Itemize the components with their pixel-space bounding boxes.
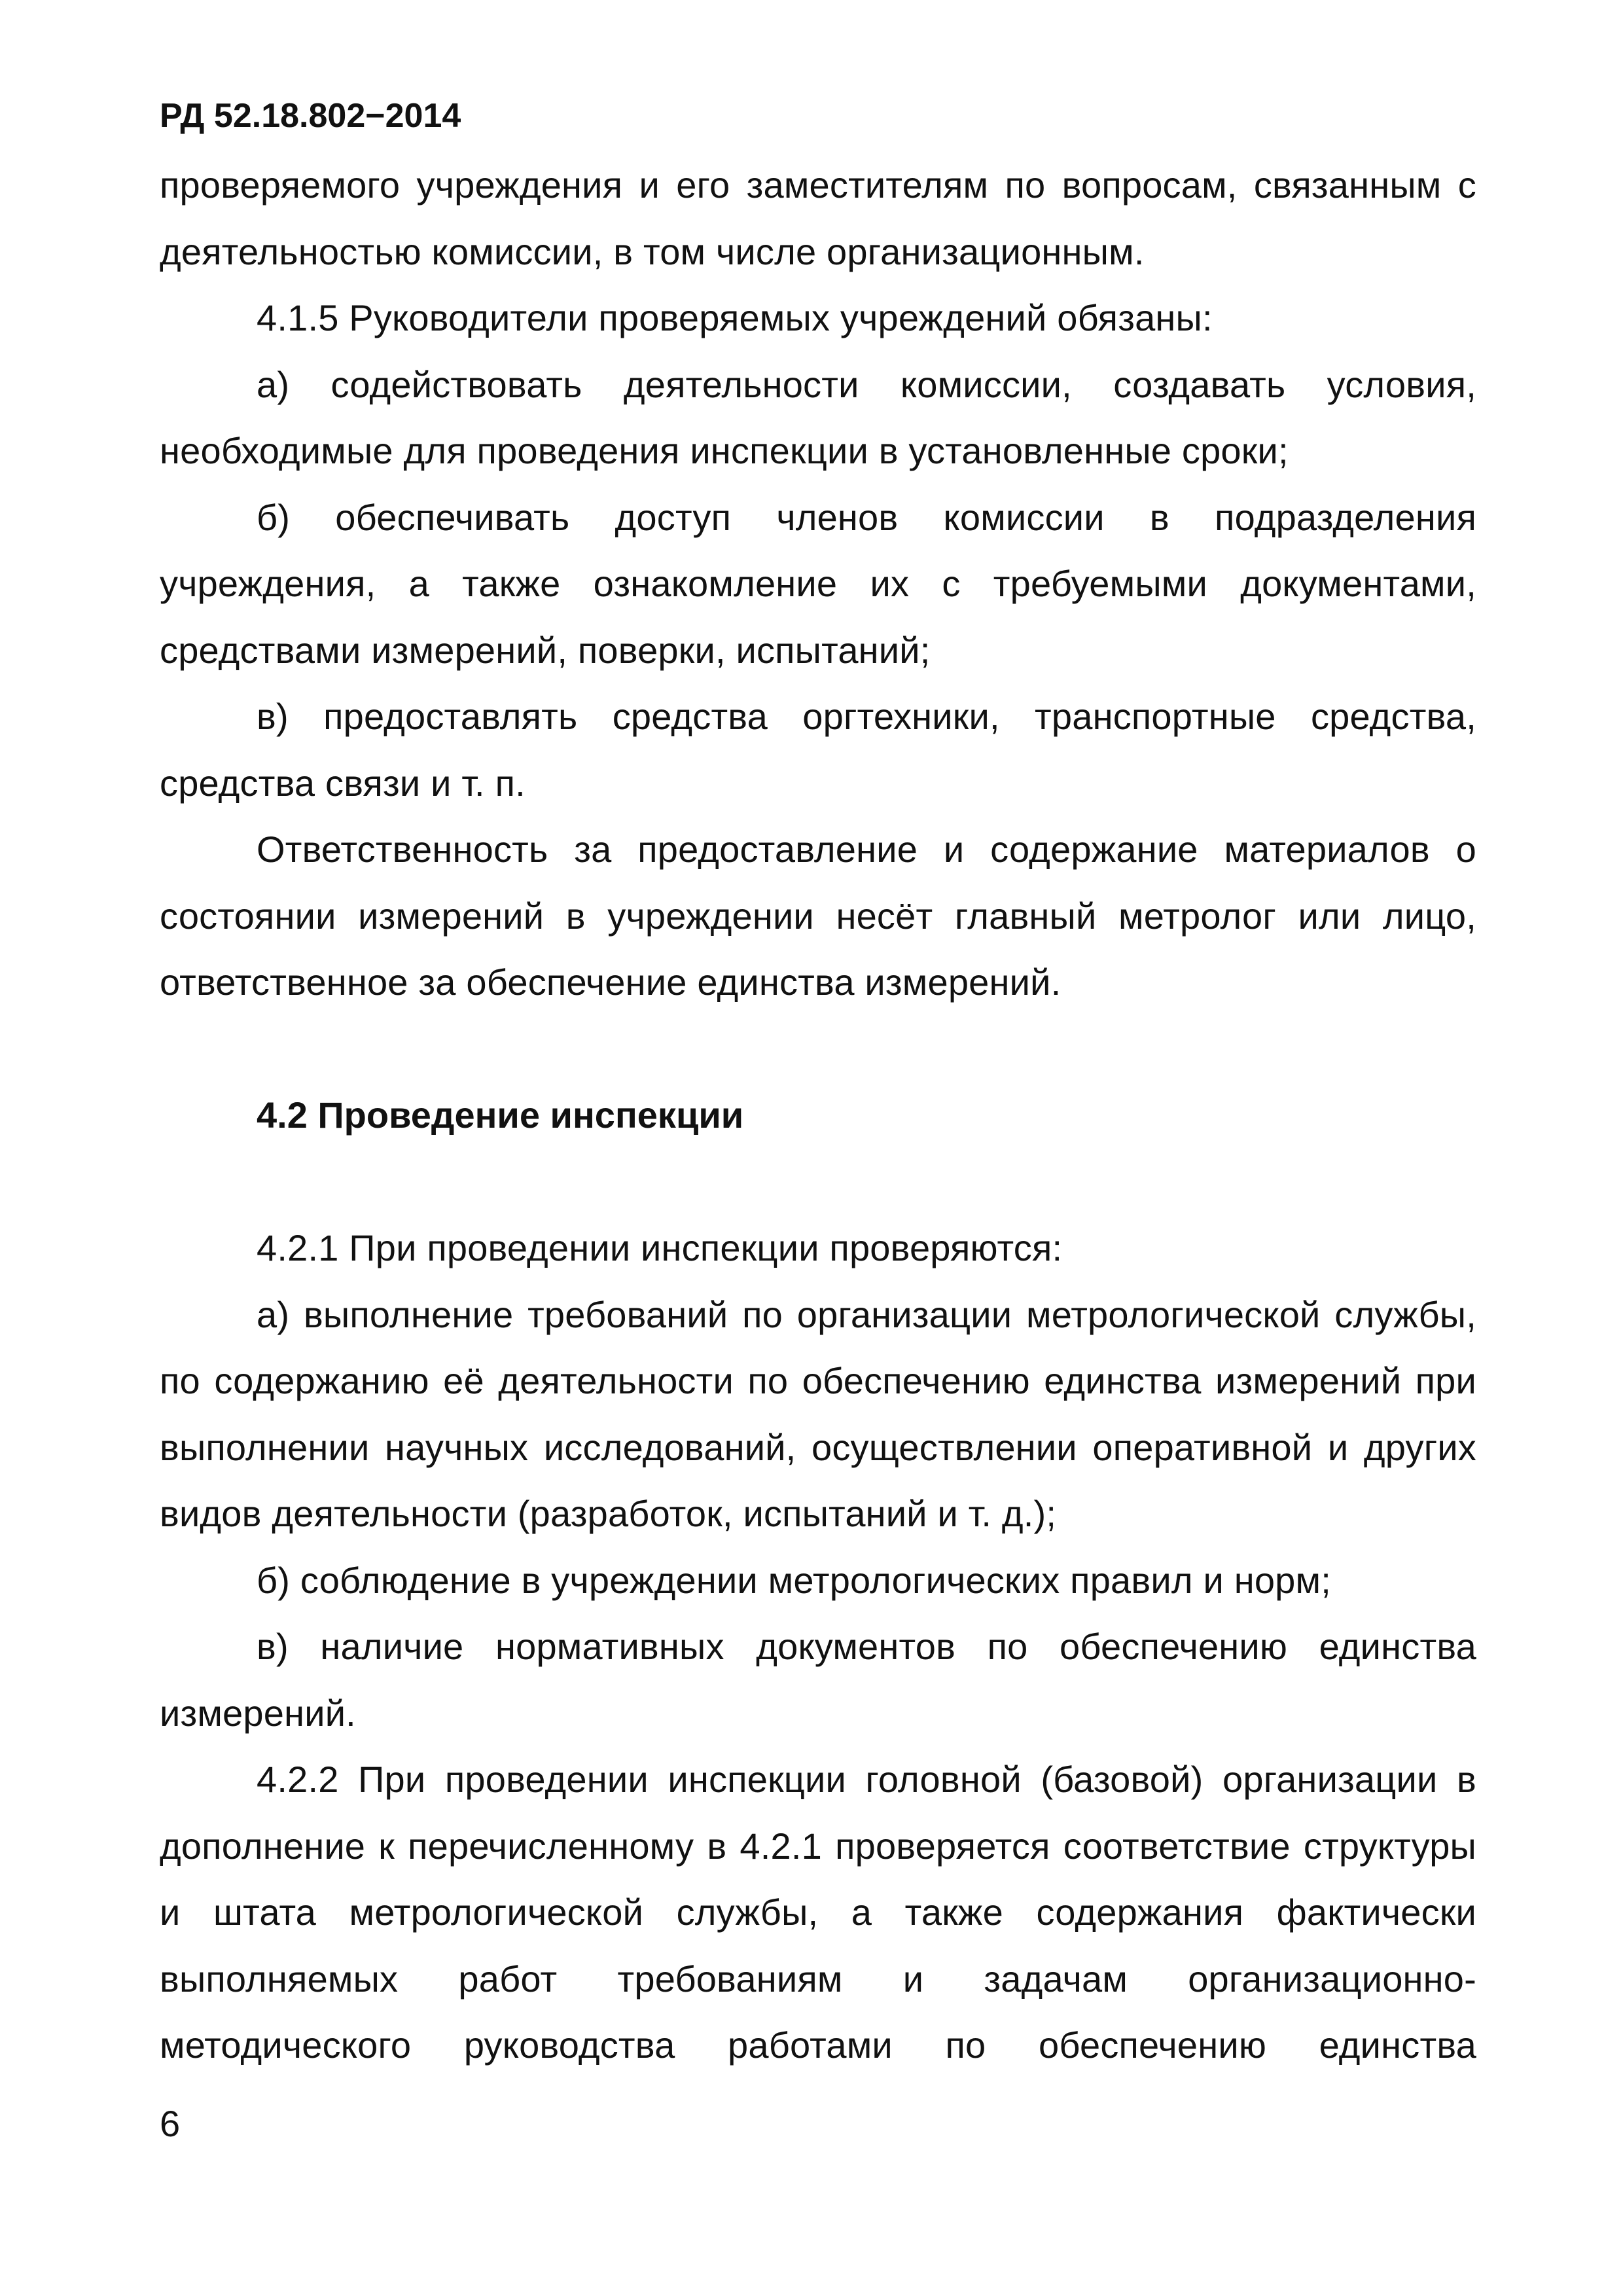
paragraph-4-2-1: 4.2.1 При проведении инспекции проверяются: bbox=[257, 1227, 1063, 1268]
page-number: 6 bbox=[160, 2103, 181, 2144]
document-body bbox=[160, 152, 1476, 2079]
list-item-c-documents: в) наличие нормативных документов по обеспечению единства измерений. bbox=[160, 1626, 1476, 1734]
document-code-header: РД 52.18.802−2014 bbox=[160, 97, 461, 135]
paragraph-continuation: проверяемого учреждения и его заместителям по вопросам, связанным с деятельностью комиссии, в том числе организационным. bbox=[160, 164, 1476, 272]
list-item-c-equipment: в) предоставлять средства оргтехники, транспортные средства, средства связи и т. п. bbox=[160, 696, 1476, 804]
spacer bbox=[160, 1149, 1476, 1215]
paragraph-4-2-2: 4.2.2 При проведении инспекции головной (базовой) организации в дополнение к перечисленному в 4.2.1 проверяется соответствие структуры и штата метрологической службы, а также содержания фактически выполняемых работ требованиям и задачам организационно-методического руководства работами по обеспечению единства bbox=[160, 1759, 1476, 2066]
paragraph-responsibility: Ответственность за предоставление и содержание материалов о состоянии измерений в учреждении несёт главный метролог или лицо, ответственное за обеспечение единства измерений. bbox=[160, 829, 1476, 1003]
list-item-a-requirements: а) выполнение требований по организации метрологической службы, по содержанию её деятельности по обеспечению единства измерений при выполнении научных исследований, осуществлении оперативной и других видов деятельности (разработок, испытаний и т. д.); bbox=[160, 1293, 1476, 1534]
list-item-b-rules: б) соблюдение в учреждении метрологических правил и норм; bbox=[257, 1559, 1331, 1601]
section-heading-4-2: 4.2 Проведение инспекции bbox=[257, 1094, 744, 1136]
list-item-b-access: б) обеспечивать доступ членов комиссии в подразделения учреждения, а также ознакомление их с требуемыми документами, средствами измерений, поверки, испытаний; bbox=[160, 496, 1476, 671]
paragraph-4-1-5: 4.1.5 Руководители проверяемых учреждений обязаны: bbox=[257, 297, 1213, 338]
spacer bbox=[160, 1016, 1476, 1083]
list-item-a-assist: а) содействовать деятельности комиссии, создавать условия, необходимые для проведения инспекции в установленные сроки; bbox=[160, 363, 1476, 471]
